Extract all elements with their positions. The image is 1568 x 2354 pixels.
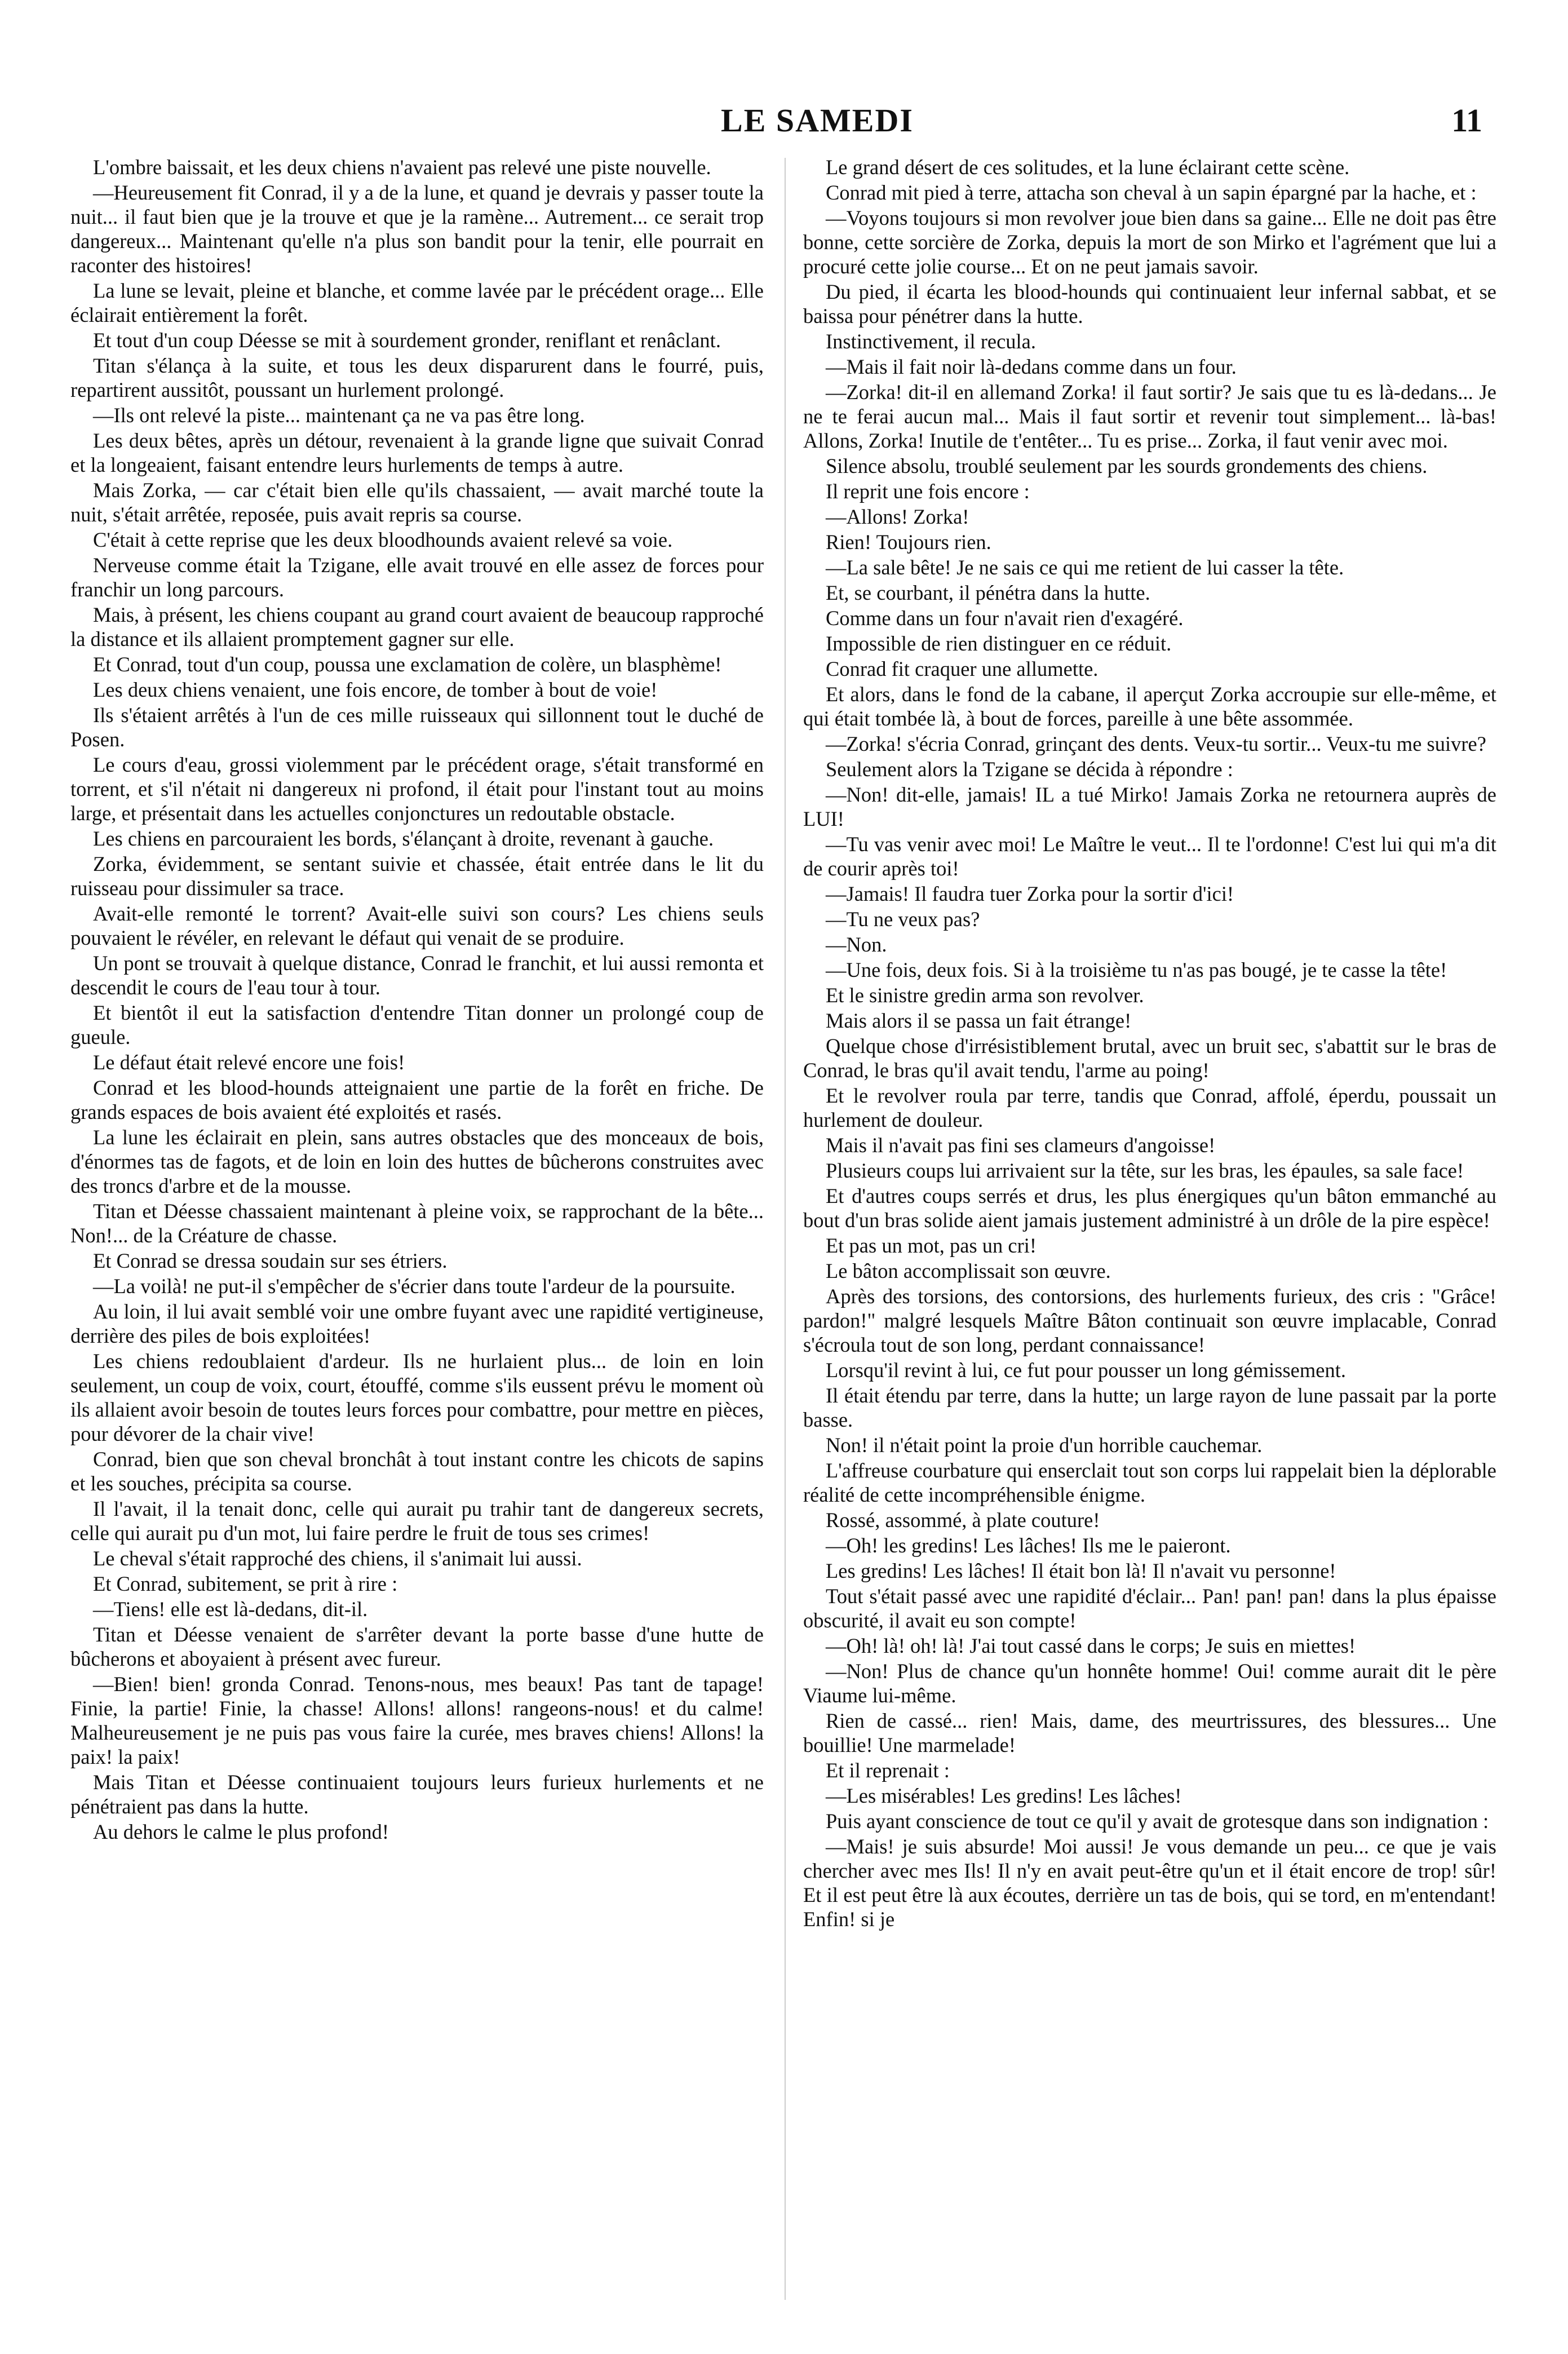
paragraph: —La sale bête! Je ne sais ce qui me retient de lui casser la tête.	[826, 556, 1344, 579]
paragraph: —La voilà! ne put-il s'empêcher de s'écrier dans toute l'ardeur de la poursuite.	[93, 1275, 736, 1298]
paragraph: —Les misérables! Les gredins! Les lâches!	[826, 1784, 1182, 1807]
paragraph: Et le revolver roula par terre, tandis que Conrad, affolé, éperdu, poussait un hurlement de douleur.	[803, 1084, 1496, 1131]
paragraph: —Ils ont relevé la piste... maintenant ça ne va pas être long.	[93, 404, 585, 427]
paragraph: Un pont se trouvait à quelque distance, Conrad le franchit, et lui aussi remonta et descendit le cours de l'eau tour à tour.	[70, 952, 764, 999]
column-divider	[785, 158, 786, 2300]
page-number: 11	[1451, 102, 1482, 139]
paragraph: —Voyons toujours si mon revolver joue bien dans sa gaine... Elle ne doit pas être bonne, cette sorcière de Zorka, depuis la mort de son Mirko et l'agrément que lui a procuré cette jolie course... Et on ne peut jamais savoir.	[803, 206, 1496, 278]
paragraph: Et bientôt il eut la satisfaction d'entendre Titan donner un prolongé coup de gueule.	[70, 1001, 764, 1048]
paragraph: Ils s'étaient arrêtés à l'un de ces mille ruisseaux qui sillonnent tout le duché de Posen.	[70, 703, 764, 751]
paragraph: C'était à cette reprise que les deux bloodhounds avaient relevé sa voie.	[93, 528, 673, 551]
paragraph: Et, se courbant, il pénétra dans la hutte.	[826, 581, 1150, 604]
paragraph: Au dehors le calme le plus profond!	[93, 1820, 389, 1843]
paragraph: Les chiens en parcouraient les bords, s'élançant à droite, revenant à gauche.	[93, 827, 714, 850]
paragraph: Il reprit une fois encore :	[826, 480, 1030, 503]
paragraph: —Tiens! elle est là-dedans, dit-il.	[93, 1598, 368, 1621]
left-column	[70, 155, 764, 2320]
paragraph: Au loin, il lui avait semblé voir une ombre fuyant avec une rapidité vertigineuse, derrière des piles de bois exploitées!	[70, 1300, 764, 1347]
right-column	[803, 155, 1496, 2320]
paragraph: Les deux chiens venaient, une fois encore, de tomber à bout de voie!	[93, 678, 658, 701]
paragraph: La lune les éclairait en plein, sans autres obstacles que des monceaux de bois, d'énormes tas de fagots, et de loin en loin des huttes de bûcherons construites avec des troncs d'arbre et de la mousse.	[70, 1126, 764, 1197]
paragraph: —Oh! les gredins! Les lâches! Ils me le paieront.	[826, 1534, 1231, 1557]
paragraph: Mais Titan et Déesse continuaient toujours leurs furieux hurlements et ne pénétraient pas dans la hutte.	[70, 1771, 764, 1818]
paragraph: Lorsqu'il revint à lui, ce fut pour pousser un long gémissement.	[826, 1359, 1346, 1382]
paragraph: Conrad fit craquer une allumette.	[826, 657, 1099, 680]
paragraph: —Tu ne veux pas?	[826, 908, 980, 931]
paragraph: Seulement alors la Tzigane se décida à répondre :	[826, 758, 1233, 781]
paragraph: —Jamais! Il faudra tuer Zorka pour la sortir d'ici!	[826, 882, 1234, 905]
paragraph: L'affreuse courbature qui enserclait tout son corps lui rappelait bien la déplorable réalité de cette incompréhensible énigme.	[803, 1459, 1496, 1506]
paragraph: —Non.	[826, 933, 887, 956]
paragraph: Et Conrad se dressa soudain sur ses étriers.	[93, 1249, 448, 1272]
paragraph: —Non! dit-elle, jamais! IL a tué Mirko! Jamais Zorka ne retournera auprès de LUI!	[803, 783, 1496, 830]
paragraph: Mais, à présent, les chiens coupant au grand court avaient de beaucoup rapproché la distance et ils allaient promptement gagner sur elle.	[70, 603, 764, 651]
paragraph: Et Conrad, subitement, se prit à rire :	[93, 1572, 398, 1595]
paragraph: Puis ayant conscience de tout ce qu'il y avait de grotesque dans son indignation :	[826, 1809, 1489, 1833]
paragraph: Titan et Déesse chassaient maintenant à pleine voix, se rapprochant de la bête... Non!... de la Créature de chasse.	[70, 1200, 764, 1247]
paragraph: Mais il n'avait pas fini ses clameurs d'angoisse!	[826, 1134, 1216, 1157]
paragraph: Plusieurs coups lui arrivaient sur la tête, sur les bras, les épaules, sa sale face!	[826, 1159, 1464, 1182]
paragraph: L'ombre baissait, et les deux chiens n'avaient pas relevé une piste nouvelle.	[93, 156, 711, 179]
paragraph: La lune se levait, pleine et blanche, et comme lavée par le précédent orage... Elle éclairait entièrement la forêt.	[70, 279, 764, 326]
paragraph: Et d'autres coups serrés et drus, les plus énergiques qu'un bâton emmanché au bout d'un bras solide aient jamais justement administré à un drôle de la pire espèce!	[803, 1184, 1496, 1232]
paragraph: —Bien! bien! gronda Conrad. Tenons-nous, mes beaux! Pas tant de tapage! Finie, la partie! Finie, la chasse! Allons! allons! rangeons-nous! et du calme! Malheureusement je ne puis pas vous faire la curée, mes braves chiens! Allons! la paix! la paix!	[70, 1672, 764, 1768]
paragraph: Impossible de rien distinguer en ce réduit.	[826, 632, 1172, 655]
paragraph: —Zorka! s'écria Conrad, grinçant des dents. Veux-tu sortir... Veux-tu me suivre?	[826, 732, 1486, 755]
paragraph: Zorka, évidemment, se sentant suivie et chassée, était entrée dans le lit du ruisseau pour dissimuler sa trace.	[70, 852, 764, 900]
paragraph: Comme dans un four n'avait rien d'exagéré.	[826, 607, 1184, 630]
paragraph: Le défaut était relevé encore une fois!	[93, 1051, 405, 1074]
paragraph: Le bâton accomplissait son œuvre.	[826, 1259, 1111, 1282]
paragraph: Avait-elle remonté le torrent? Avait-elle suivi son cours? Les chiens seuls pouvaient le révéler, en relevant le défaut qui venait de se produire.	[70, 902, 764, 949]
publication-title: LE SAMEDI	[721, 102, 914, 139]
paragraph: Nerveuse comme était la Tzigane, elle avait trouvé en elle assez de forces pour franchir un long parcours.	[70, 554, 764, 601]
paragraph: Mais alors il se passa un fait étrange!	[826, 1009, 1132, 1032]
paragraph: —Oh! là! oh! là! J'ai tout cassé dans le corps; Je suis en miettes!	[826, 1634, 1356, 1657]
paragraph: Et pas un mot, pas un cri!	[826, 1234, 1037, 1257]
paragraph: Titan et Déesse venaient de s'arrêter devant la porte basse d'une hutte de bûcherons et aboyaient à présent avec fureur.	[70, 1623, 764, 1670]
paragraph: Et tout d'un coup Déesse se mit à sourdement gronder, reniflant et renâclant.	[93, 329, 721, 352]
paragraph: —Heureusement fit Conrad, il y a de la lune, et quand je devrais y passer toute la nuit... il faut bien que je la trouve et que je la ramène... Autrement... ce serait trop dangereux... Maintenant qu'elle n'a plus son bandit pour la tenir, elle pourrait en raconter des histoires!	[70, 181, 764, 277]
page-header	[147, 96, 1488, 147]
paragraph: Le cheval s'était rapproché des chiens, il s'animait lui aussi.	[93, 1547, 582, 1570]
paragraph: —Une fois, deux fois. Si à la troisième tu n'as pas bougé, je te casse la tête!	[826, 958, 1447, 981]
paragraph: Après des torsions, des contorsions, des hurlements furieux, des cris : "Grâce! pardon!" malgré lesquels Maître Bâton continuait son œuvre implacable, Conrad s'écroula tout de son long, perdant connaissance!	[803, 1285, 1496, 1356]
paragraph: Mais Zorka, — car c'était bien elle qu'ils chassaient, — avait marché toute la nuit, s'était arrêtée, reposée, puis avait repris sa course.	[70, 479, 764, 526]
paragraph: Instinctivement, il recula.	[826, 330, 1036, 353]
paragraph: Silence absolu, troublé seulement par les sourds grondements des chiens.	[826, 454, 1428, 477]
paragraph: Rien! Toujours rien.	[826, 530, 991, 554]
paragraph: Les deux bêtes, après un détour, revenaient à la grande ligne que suivait Conrad et la longeaient, faisant entendre leurs hurlements de temps à autre.	[70, 429, 764, 476]
paragraph: —Non! Plus de chance qu'un honnête homme! Oui! comme aurait dit le père Viaume lui-même.	[803, 1660, 1496, 1707]
paragraph: Tout s'était passé avec une rapidité d'éclair... Pan! pan! pan! dans la plus épaisse obscurité, il avait eu son compte!	[803, 1585, 1496, 1632]
paragraph: Il était étendu par terre, dans la hutte; un large rayon de lune passait par la porte basse.	[803, 1384, 1496, 1431]
paragraph: Rossé, assommé, à plate couture!	[826, 1508, 1100, 1532]
paragraph: Les chiens redoublaient d'ardeur. Ils ne hurlaient plus... de loin en loin seulement, un coup de voix, court, étouffé, comme s'ils eussent prévu le moment où ils allaient avoir besoin de toutes leurs forces pour combattre, pour mettre en pièces, pour dévorer de la chair vive!	[70, 1349, 764, 1445]
paragraph: —Mais! je suis absurde! Moi aussi! Je vous demande un peu... ce que je vais chercher avec mes Ils! Il n'y en avait peut-être qu'un et il était encore de trop! sûr! Et il est peut être là aux écoutes, derrière un tas de bois, qui se tord, en m'entendant! Enfin! si je	[803, 1835, 1496, 1931]
paragraph: Et alors, dans le fond de la cabane, il aperçut Zorka accroupie sur elle-même, et qui était tombée là, à bout de forces, pareille à une bête assommée.	[803, 683, 1496, 730]
paragraph: —Mais il fait noir là-dedans comme dans un four.	[826, 355, 1237, 378]
paragraph: Conrad, bien que son cheval bronchât à tout instant contre les chicots de sapins et les souches, précipita sa course.	[70, 1448, 764, 1495]
paragraph: Non! il n'était point la proie d'un horrible cauchemar.	[826, 1433, 1263, 1457]
paragraph: —Zorka! dit-il en allemand Zorka! il faut sortir? Je sais que tu es là-dedans... Je ne te ferai aucun mal... Mais il faut sortir et revenir tout simplement... là-bas! Allons, Zorka! Inutile de t'entêter... Tu es prise... Zorka, il faut venir avec moi.	[803, 380, 1496, 452]
paragraph: Quelque chose d'irrésistiblement brutal, avec un bruit sec, s'abattit sur le bras de Conrad, le bras qu'il avait tendu, l'arme au poing!	[803, 1034, 1496, 1082]
paragraph: —Tu vas venir avec moi! Le Maître le veut... Il te l'ordonne! C'est lui qui m'a dit de courir après toi!	[803, 833, 1496, 880]
paragraph: Titan s'élança à la suite, et tous les deux disparurent dans le fourré, puis, repartirent aussitôt, poussant un hurlement prolongé.	[70, 354, 764, 401]
paragraph: —Allons! Zorka!	[826, 505, 969, 528]
paragraph: Rien de cassé... rien! Mais, dame, des meurtrissures, des blessures... Une bouillie! Une marmelade!	[803, 1709, 1496, 1756]
paragraph: Du pied, il écarta les blood-hounds qui continuaient leur infernal sabbat, et se baissa pour pénétrer dans la hutte.	[803, 280, 1496, 328]
paragraph: Conrad mit pied à terre, attacha son cheval à un sapin épargné par la hache, et :	[826, 181, 1477, 204]
paragraph: Et Conrad, tout d'un coup, poussa une exclamation de colère, un blasphème!	[93, 653, 722, 676]
paragraph: Les gredins! Les lâches! Il était bon là! Il n'avait vu personne!	[826, 1559, 1336, 1582]
paragraph: Conrad et les blood-hounds atteignaient une partie de la forêt en friche. De grands espaces de bois avaient été exploités et rasés.	[70, 1076, 764, 1123]
paragraph: Il l'avait, il la tenait donc, celle qui aurait pu trahir tant de dangereux secrets, celle qui aurait pu d'un mot, lui faire perdre le fruit de tous ses crimes!	[70, 1497, 764, 1545]
paragraph: Et le sinistre gredin arma son revolver.	[826, 984, 1144, 1007]
paragraph: Le grand désert de ces solitudes, et la lune éclairant cette scène.	[826, 156, 1350, 179]
paragraph: Et il reprenait :	[826, 1759, 950, 1782]
paragraph: Le cours d'eau, grossi violemment par le précédent orage, s'était transformé en torrent, et s'il n'était ni dangereux ni profond, il était pour l'instant tout au moins large, et présentait dans les actuelles conjonctures un redoutable obstacle.	[70, 753, 764, 825]
